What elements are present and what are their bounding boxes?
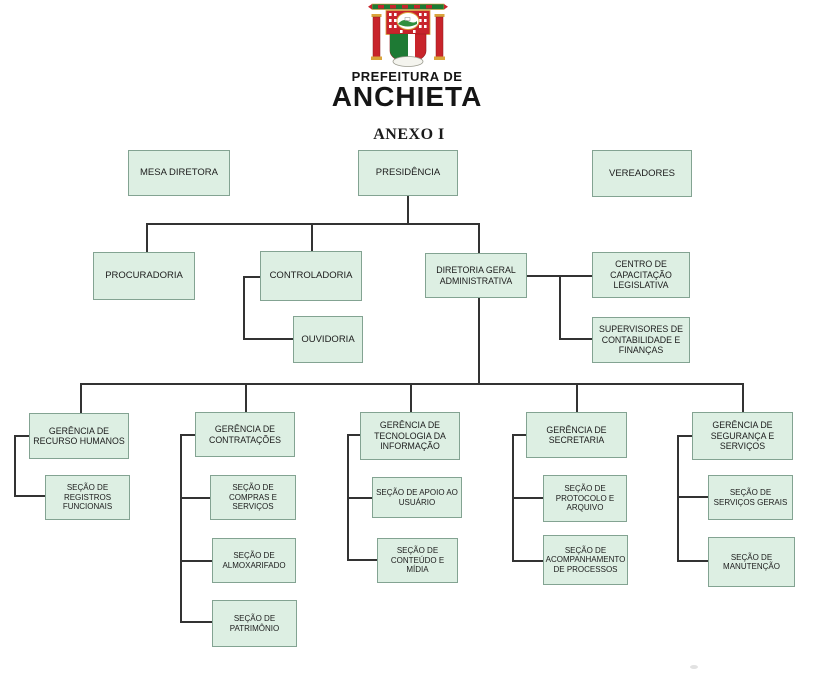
node-secao-protocolo-arquivo: SEÇÃO DE PROTOCOLO E ARQUIVO: [543, 475, 627, 522]
connector-line: [677, 560, 708, 562]
node-secao-conteudo-midia: SEÇÃO DE CONTEÚDO E MÍDIA: [377, 538, 458, 583]
node-secao-manutencao: SEÇÃO DE MANUTENÇÃO: [708, 537, 795, 587]
connector-line: [80, 383, 82, 413]
connector-line: [245, 383, 247, 412]
connector-line: [243, 276, 245, 340]
node-secao-almoxarifado: SEÇÃO DE ALMOXARIFADO: [212, 538, 296, 583]
connector-line: [180, 497, 210, 499]
connector-line: [677, 496, 708, 498]
connector-line: [512, 434, 526, 436]
connector-line: [512, 560, 543, 562]
node-controladoria: CONTROLADORIA: [260, 251, 362, 301]
org-name: ANCHIETA: [331, 81, 483, 112]
connector-line: [146, 223, 148, 252]
page-title: ANEXO I: [373, 126, 445, 143]
connector-line: [180, 434, 195, 436]
connector-line: [559, 275, 561, 340]
node-secao-compras-servicos: SEÇÃO DE COMPRAS E SERVIÇOS: [210, 475, 296, 520]
connector-line: [80, 383, 744, 385]
connector-line: [677, 435, 692, 437]
connector-line: [478, 223, 480, 253]
node-gerencia-contratacoes: GERÊNCIA DE CONTRATAÇÕES: [195, 412, 295, 457]
connector-line: [146, 223, 480, 225]
connector-line: [180, 434, 182, 623]
node-secao-apoio-usuario: SEÇÃO DE APOIO AO USUÁRIO: [372, 477, 462, 518]
scan-smudge: [690, 665, 698, 669]
connector-line: [347, 497, 372, 499]
connector-line: [677, 435, 679, 562]
connector-line: [410, 383, 412, 412]
connector-line: [243, 276, 260, 278]
connector-line: [14, 435, 16, 497]
connector-line: [14, 435, 29, 437]
connector-line: [576, 383, 578, 412]
node-gerencia-seguranca-servicos: GERÊNCIA DE SEGURANÇA E SERVIÇOS: [692, 412, 793, 460]
connector-line: [311, 223, 313, 251]
node-secao-acompanhamento-processos: SEÇÃO DE ACOMPANHAMENTO DE PROCESSOS: [543, 535, 628, 585]
node-presidencia: PRESIDÊNCIA: [358, 150, 458, 196]
node-gerencia-secretaria: GERÊNCIA DE SECRETARIA: [526, 412, 627, 458]
connector-line: [243, 338, 293, 340]
connector-line: [478, 298, 480, 383]
node-ouvidoria: OUVIDORIA: [293, 316, 363, 363]
node-procuradoria: PROCURADORIA: [93, 252, 195, 300]
node-secao-registros-funcionais: SEÇÃO DE REGISTROS FUNCIONAIS: [45, 475, 130, 520]
node-gerencia-recurso-humanos: GERÊNCIA DE RECURSO HUMANOS: [29, 413, 129, 459]
node-gerencia-tecnologia-informacao: GERÊNCIA DE TECNOLOGIA DA INFORMAÇÃO: [360, 412, 460, 460]
node-secao-servicos-gerais: SEÇÃO DE SERVIÇOS GERAIS: [708, 475, 793, 520]
connector-line: [347, 559, 377, 561]
connector-line: [14, 495, 45, 497]
anchieta-coat-of-arms-icon: [356, 3, 460, 69]
connector-line: [512, 497, 543, 499]
connector-line: [742, 383, 744, 412]
node-supervisores-contabilidade-financas: SUPERVISORES DE CONTABILIDADE E FINANÇAS: [592, 317, 690, 363]
node-mesa-diretora: MESA DIRETORA: [128, 150, 230, 196]
connector-line: [180, 621, 212, 623]
connector-line: [407, 196, 409, 223]
connector-line: [180, 560, 212, 562]
node-secao-patrimonio: SEÇÃO DE PATRIMÔNIO: [212, 600, 297, 647]
node-centro-capacitacao-legislativa: CENTRO DE CAPACITAÇÃO LEGISLATIVA: [592, 252, 690, 298]
connector-line: [559, 338, 592, 340]
node-vereadores: VEREADORES: [592, 150, 692, 197]
node-diretoria-geral-administrativa: DIRETORIA GERAL ADMINISTRATIVA: [425, 253, 527, 298]
org-subtitle: PREFEITURA DE: [351, 69, 463, 84]
